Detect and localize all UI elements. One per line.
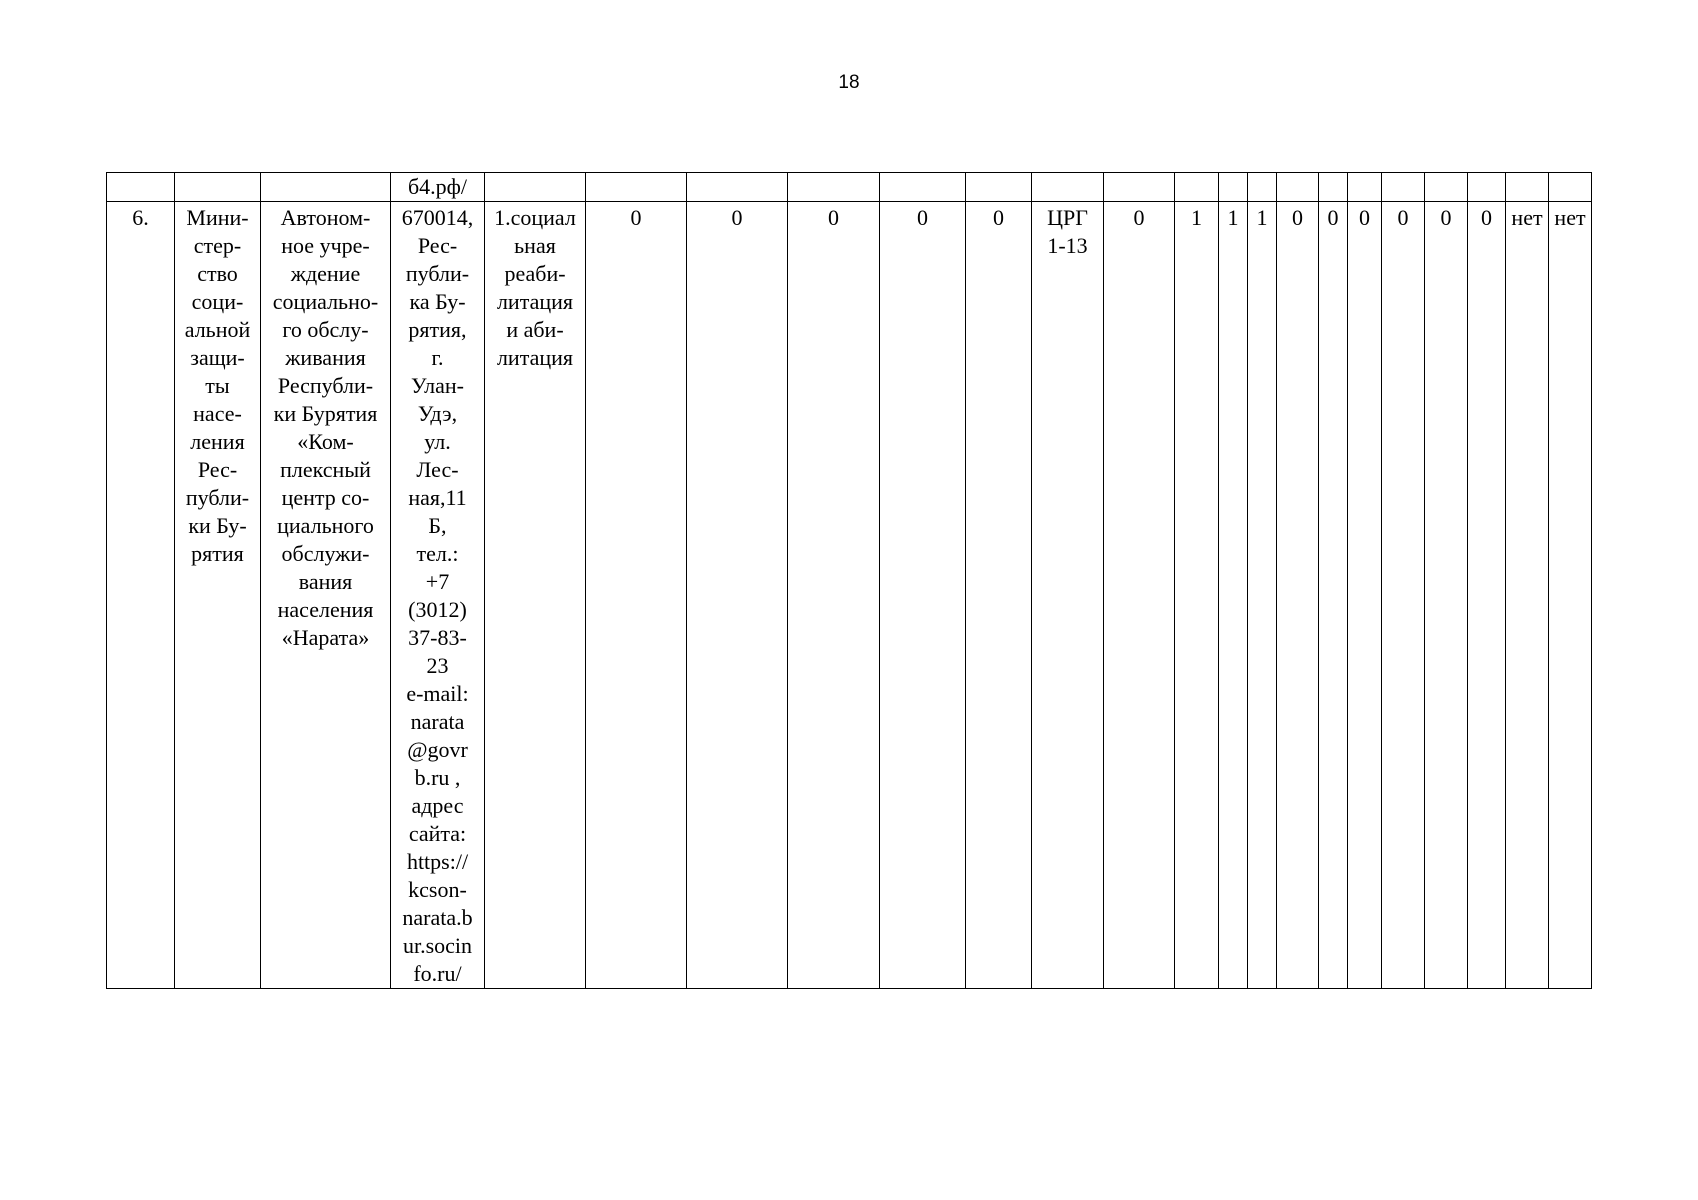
cell-group: ЦРГ 1-13: [1032, 202, 1104, 989]
cell-empty: [1032, 173, 1104, 202]
cell-empty: [687, 173, 788, 202]
cell-empty: [586, 173, 687, 202]
cell-empty: [1425, 173, 1468, 202]
cell-empty: [1175, 173, 1219, 202]
cell-value-13: 0: [1382, 202, 1425, 989]
cell-organization: Автоном- ное учре- ждение социально- го обслу- живания Республи- ки Бурятия «Ком- плексный центр со- циального обслужи- вания населения «Нарата»: [261, 202, 391, 989]
cell-value-12: 0: [1348, 202, 1382, 989]
cell-empty: [107, 173, 175, 202]
cell-value-10: 0: [1277, 202, 1319, 989]
cell-value-2: 0: [687, 202, 788, 989]
cell-empty: [788, 173, 880, 202]
cell-service: 1.социал ьная реаби- литация и аби- литация: [485, 202, 586, 989]
cell-value-5: 0: [966, 202, 1032, 989]
cell-empty: [261, 173, 391, 202]
cell-empty: [1104, 173, 1175, 202]
cell-empty: [1506, 173, 1549, 202]
cell-address: 670014, Рес- публи- ка Бу- рятия, г. Улан- Удэ, ул. Лес- ная,11 Б, тел.: +7 (3012) 37-83- 23 e-mail: narata @govr b.ru , адрес сайта: https:// kcson- narata.b ur.socin fo.ru/: [391, 202, 485, 989]
cell-empty: [1348, 173, 1382, 202]
cell-empty: [966, 173, 1032, 202]
table-row: [107, 202, 1592, 989]
cell-address-continuation: б4.рф/: [391, 173, 485, 202]
cell-empty: [1382, 173, 1425, 202]
cell-empty: [1277, 173, 1319, 202]
cell-empty: [1468, 173, 1506, 202]
cell-flag-2: нет: [1549, 202, 1592, 989]
page-number: 18: [838, 72, 860, 93]
cell-value-4: 0: [880, 202, 966, 989]
cell-value-11: 0: [1319, 202, 1348, 989]
cell-value-3: 0: [788, 202, 880, 989]
services-table: [106, 172, 1592, 989]
cell-value-7: 1: [1175, 202, 1219, 989]
cell-flag-1: нет: [1506, 202, 1549, 989]
cell-empty: [1219, 173, 1248, 202]
cell-value-6: 0: [1104, 202, 1175, 989]
cell-value-8: 1: [1219, 202, 1248, 989]
cell-empty: [1248, 173, 1277, 202]
cell-empty: [485, 173, 586, 202]
cell-index: 6.: [107, 202, 175, 989]
cell-value-15: 0: [1468, 202, 1506, 989]
cell-empty: [1319, 173, 1348, 202]
cell-empty: [175, 173, 261, 202]
cell-value-1: 0: [586, 202, 687, 989]
cell-ministry: Мини- стер- ство соци- альной защи- ты насе- ления Рес- публи- ки Бу- рятия: [175, 202, 261, 989]
continuation-row: [107, 173, 1592, 202]
cell-empty: [880, 173, 966, 202]
cell-empty: [1549, 173, 1592, 202]
cell-value-9: 1: [1248, 202, 1277, 989]
cell-value-14: 0: [1425, 202, 1468, 989]
